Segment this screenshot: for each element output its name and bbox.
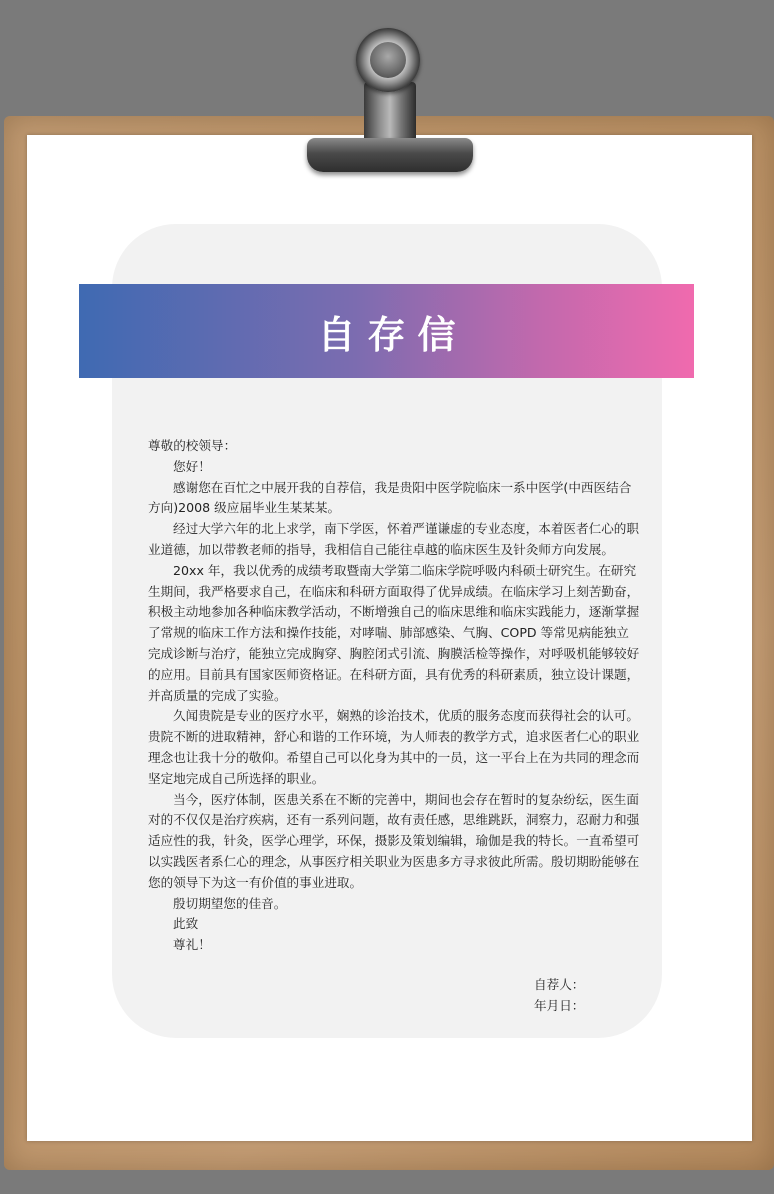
letter-closing: 此致 xyxy=(173,916,199,932)
letter-paragraph: 感谢您在百忙之中展开我的自荐信，我是贵阳中医学院临床一系中医学(中西医结合方向)2008 级应届毕业生某某某。 xyxy=(148,479,632,516)
letter-body xyxy=(148,436,640,956)
binder-clip-icon xyxy=(307,138,473,172)
letter-paragraph: 殷切期望您的佳音。 xyxy=(173,895,287,911)
letter-paragraph: 经过大学六年的北上求学，南下学医，怀着严谨谦虚的专业态度，本着医者仁心的职业道德，加以带教老师的指导，我相信自己能往卓越的临床医生及针灸师方向发展。 xyxy=(148,521,639,557)
letter-paragraph: 20xx 年，我以优秀的成绩考取暨南大学第二临床学院呼吸内科硕士研究生。在研究生期间，我严格要求自己，在临床和科研方面取得了优异成绩。在临床学习上刻苦勤奋，积极主动地参加各种临床教学活动，不断增強自己的临床思维和临床实践能力，逐渐掌握了常规的临床工作方法和操作技能，对哮喘、肺部感染、气胸、COPD 等常见病能独立完成诊断与治疗，能独立完成胸穿、胸腔闭式引流、胸膜活检等操作，对呼吸机能够较好的应用。目前具有国家医师资格证。在科研方面，具有优秀的科研素质，独立设计课题，并高质量的完成了实验。 xyxy=(148,562,640,703)
letter-paragraph: 久闻贵院是专业的医疗水平，娴熟的诊治技术，优质的服务态度而获得社会的认可。贵院不断的进取精神，舒心和谐的工作环境，为人师表的教学方式，追求医者仁心的职业理念也让我十分的敬仰。希望自己可以化身为其中的一员，这一平台上在为共同的理念而坚定地完成自己所选择的职业。 xyxy=(148,708,640,786)
letter-closing: 尊礼！ xyxy=(173,937,211,953)
title-banner xyxy=(79,284,694,378)
signature-name-label: 自荐人： xyxy=(534,977,585,992)
letter-greeting: 您好！ xyxy=(173,458,211,474)
clip-rivet-icon xyxy=(370,42,406,78)
letter-salutation: 尊敬的校领导： xyxy=(148,438,237,453)
letter-paragraph: 当今，医疗体制，医患关系在不断的完善中，期间也会存在暂时的复杂纷纭，医生面对的不仅仅是治疗疾病，还有一系列问题，故有责任感，思维跳跃，洞察力，忍耐力和强适应性的我，针灸，医学心理学，环保，摄影及策划编辑，瑜伽是我的特长。一直希望可以实践医者系仁心的理念，从事医疗相关职业为医患多方寻求彼此所需。殷切期盼能够在您的领导下为这一有价值的事业进取。 xyxy=(148,791,640,890)
signature-date-label: 年月日： xyxy=(534,998,585,1013)
page-title: 自存信 xyxy=(317,312,468,357)
signature-block xyxy=(534,974,584,1016)
